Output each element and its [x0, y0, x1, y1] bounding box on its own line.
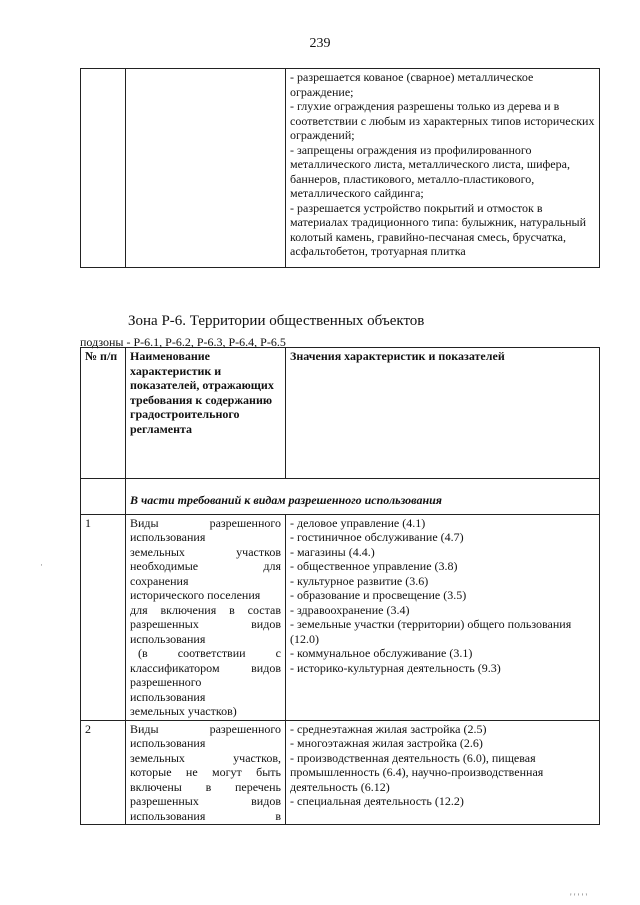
rule-forged-fence: - разрешается кованое (сварное) металлическое ограждение; — [290, 70, 534, 99]
table-row — [81, 514, 600, 720]
zone-regulation-table — [80, 347, 600, 825]
value-item: - земельные участки (территории) общего пользования (12.0) — [290, 617, 572, 646]
name-line: классификатором видов — [130, 660, 281, 675]
name-line: земельных участков, — [130, 750, 281, 765]
value-item: - образование и просвещение (3.5) — [290, 588, 467, 602]
row-name — [126, 720, 286, 825]
value-item: - гостиничное обслуживание (4.7) — [290, 530, 464, 544]
name-line: использования в — [130, 808, 281, 823]
name-cell-empty — [126, 69, 286, 268]
name-line: использования — [130, 689, 206, 704]
row-values — [286, 720, 600, 825]
page-number: 239 — [309, 36, 331, 51]
value-item: - историко-культурная деятельность (9.3) — [290, 660, 501, 675]
value-item: - многоэтажная жилая застройка (2.6) — [290, 736, 483, 750]
name-line: Виды разрешенного — [130, 721, 281, 736]
section-row — [81, 479, 600, 515]
header-values: Значения характеристик и показателей — [286, 348, 600, 479]
name-line: земельных участков) — [130, 704, 237, 718]
value-item: - здравоохранение (3.4) — [290, 602, 410, 617]
continued-table — [80, 68, 600, 268]
name-line: Виды разрешенного — [130, 515, 281, 530]
name-line: разрешенных видов — [130, 794, 281, 808]
value-item: - общественное управление (3.8) — [290, 559, 458, 573]
value-item: - специальная деятельность (12.2) — [290, 794, 464, 808]
num-cell-empty — [81, 69, 126, 268]
name-line: использования — [130, 530, 206, 544]
header-num: № п/п — [81, 348, 126, 479]
row-num: 2 — [81, 720, 126, 825]
value-item: - производственная деятельность (6.0), пищевая промышленность (6.4), научно-производственная деятельность (6.12) — [290, 750, 544, 794]
name-line: включены в перечень — [130, 779, 281, 794]
name-line: разрешенных видов — [130, 617, 281, 631]
name-line: земельных участков — [130, 544, 281, 559]
value-item: - деловое управление (4.1) — [290, 515, 426, 530]
rule-prohibited-fence: - запрещены ограждения из профилированного металлического листа, металлического листа, шифера, баннеров, пластикового, металло-пластикового, металлического сайдинга; — [290, 142, 570, 200]
name-line: необходимые для — [130, 559, 281, 573]
section-num-empty — [81, 479, 126, 515]
row-values — [286, 514, 600, 720]
subzones-label: подзоны - Р-6.1, Р-6.2, Р-6.3, Р-6.4, Р-6.5 — [80, 335, 286, 349]
zone-title: Зона Р-6. Территории общественных объектов — [128, 313, 425, 329]
name-line: разрешенного — [130, 675, 202, 689]
name-line: сохранения — [130, 573, 189, 588]
scan-mark: · — [40, 560, 43, 570]
fence-rules-cell — [286, 69, 600, 268]
name-line: которые не могут быть — [130, 765, 281, 779]
name-line: использования — [130, 736, 206, 750]
name-line: (в соответствии с — [138, 646, 281, 660]
section-title: В части требований к видам разрешенного использования — [126, 479, 600, 515]
value-item: - среднеэтажная жилая застройка (2.5) — [290, 721, 487, 736]
name-line: исторического поселения — [130, 588, 261, 602]
row-num: 1 — [81, 514, 126, 720]
name-line: использования — [130, 631, 206, 646]
value-item: - коммунальное обслуживание (3.1) — [290, 646, 473, 660]
table-header-row — [81, 348, 600, 479]
value-item: - культурное развитие (3.6) — [290, 573, 429, 588]
rule-solid-fence: - глухие ограждения разрешены только из дерева и в соответствии с любым из характерных типов исторических ограждений; — [290, 99, 595, 142]
value-item: - магазины (4.4.) — [290, 544, 375, 559]
header-name: Наименование характеристик и показателей, отражающих требования к содержанию градостроительного регламента — [126, 348, 286, 479]
rule-pavement-materials: - разрешается устройство покрытий и отмосток в материалах традиционного типа: булыжник, натуральный колотый камень, гравийно-песчаная смесь, брусчатка, асфальтобетон, тротуарная плитка — [290, 200, 587, 258]
table-row — [81, 720, 600, 825]
scan-mark: ' ' ' ' ' — [570, 892, 588, 902]
row-name — [126, 514, 286, 720]
name-line: для включения в состав — [130, 602, 281, 617]
